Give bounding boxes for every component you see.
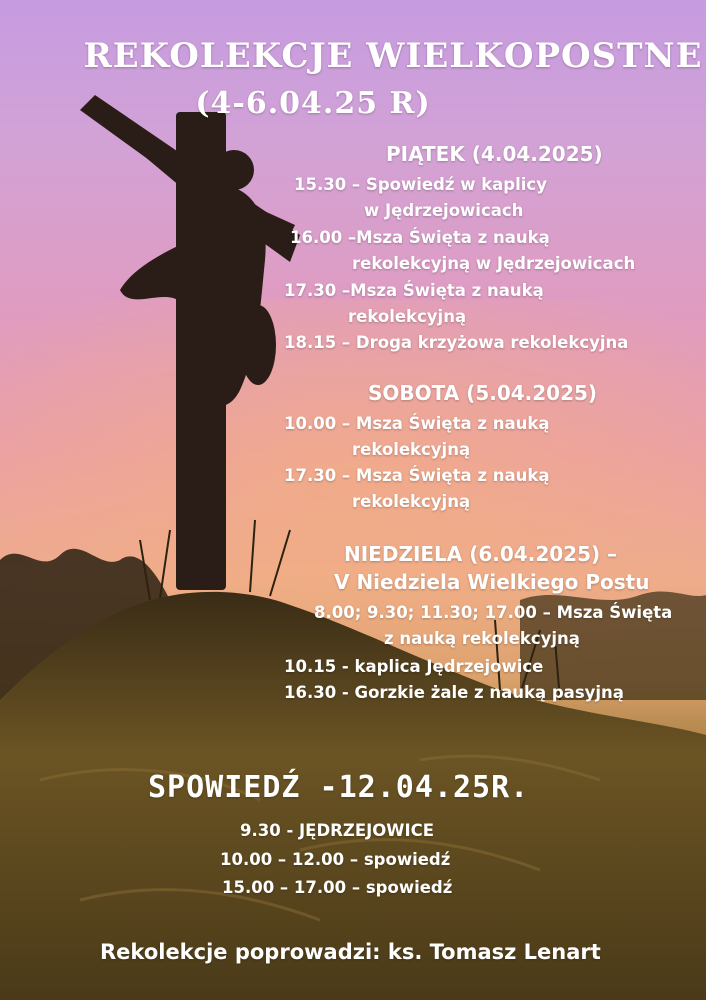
sunday-line: 16.30 - Gorzkie żale z nauką pasyjną (284, 683, 624, 702)
saturday-heading: SOBOTA (5.04.2025) (368, 381, 598, 405)
confession-line: 15.00 – 17.00 – spowiedź (222, 878, 453, 897)
sunday-subheading: V Niedziela Wielkiego Postu (334, 570, 650, 594)
friday-line: rekolekcyjną (348, 307, 467, 326)
friday-heading: PIĄTEK (4.04.2025) (386, 142, 603, 166)
sunday-line: z nauką rekolekcyjną (384, 629, 580, 648)
sunday-line: 8.00; 9.30; 11.30; 17.00 – Msza Święta (314, 603, 673, 622)
sunday-heading: NIEDZIELA (6.04.2025) – (344, 542, 618, 566)
saturday-line: 17.30 – Msza Święta z nauką (284, 466, 550, 485)
sunday-line: 10.15 - kaplica Jędrzejowice (284, 657, 544, 676)
title-line-1: REKOLEKCJE WIELKOPOSTNE (83, 36, 703, 76)
friday-line: 16.00 –Msza Święta z nauką (290, 228, 550, 247)
friday-line: rekolekcyjną w Jędrzejowicach (352, 254, 636, 273)
friday-line: 17.30 –Msza Święta z nauką (284, 281, 544, 300)
saturday-line: rekolekcyjną (352, 440, 471, 459)
confession-heading: SPOWIEDŹ -12.04.25R. (148, 770, 530, 805)
saturday-line: rekolekcyjną (352, 492, 471, 511)
title-line-2: (4-6.04.25 R) (195, 86, 431, 121)
friday-line: w Jędrzejowicach (364, 201, 524, 220)
friday-line: 18.15 – Droga krzyżowa rekolekcyjna (284, 333, 629, 352)
friday-line: 15.30 – Spowiedź w kaplicy (294, 175, 547, 194)
confession-line: 10.00 – 12.00 – spowiedź (220, 850, 451, 869)
footer-text: Rekolekcje poprowadzi: ks. Tomasz Lenart (100, 940, 601, 964)
saturday-line: 10.00 – Msza Święta z nauką (284, 414, 550, 433)
confession-line: 9.30 - JĘDRZEJOWICE (240, 821, 434, 840)
